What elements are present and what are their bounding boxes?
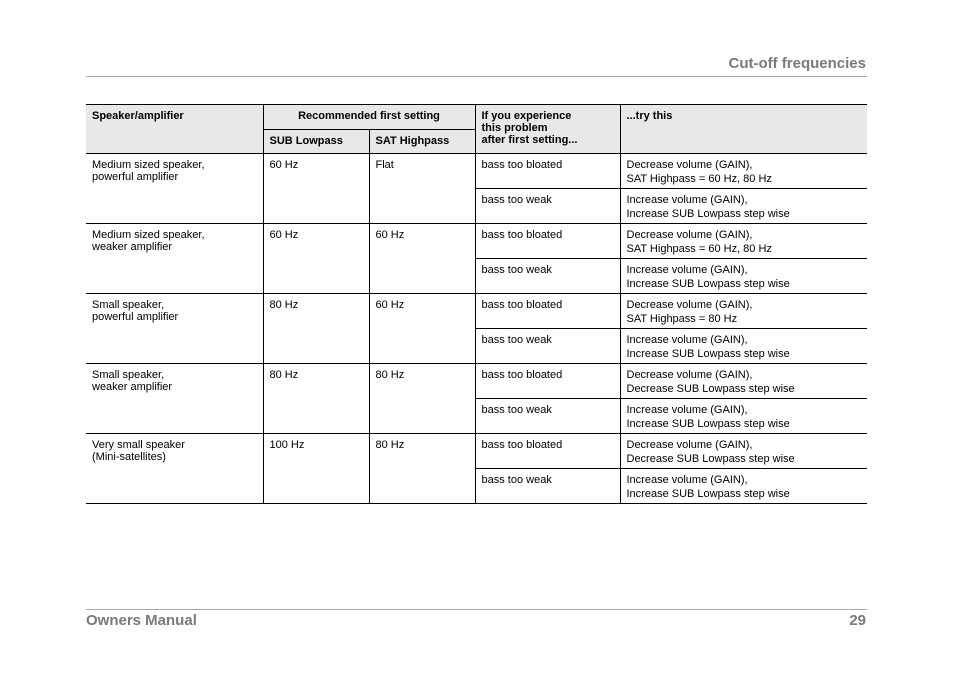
cell-fix-line: Increase SUB Lowpass step wise	[626, 208, 790, 220]
cell-fix-line: Increase SUB Lowpass step wise	[626, 278, 790, 290]
cell-problem: bass too bloated	[475, 224, 620, 259]
cell-fix-line: SAT Highpass = 60 Hz, 80 Hz	[626, 173, 772, 185]
cell-sub-lowpass: 80 Hz	[263, 294, 369, 364]
cell-fix-line: Increase SUB Lowpass step wise	[626, 348, 790, 360]
cell-fix-line: Decrease volume (GAIN),	[626, 159, 753, 171]
cell-fix-line: SAT Highpass = 60 Hz, 80 Hz	[626, 243, 772, 255]
cell-speaker	[86, 294, 263, 364]
header-divider	[86, 76, 867, 77]
cell-speaker-line: Small speaker,	[92, 369, 165, 381]
table-row	[86, 434, 867, 469]
cell-fix-line: Decrease volume (GAIN),	[626, 369, 753, 381]
table-row	[86, 154, 867, 189]
cell-fix-line: Decrease SUB Lowpass step wise	[626, 383, 795, 395]
cell-sat-highpass: 80 Hz	[369, 364, 475, 434]
footer-divider	[86, 609, 867, 610]
cell-fix	[620, 189, 867, 224]
cell-problem: bass too bloated	[475, 154, 620, 189]
header-sat-highpass: SAT Highpass	[369, 130, 475, 154]
cell-fix-line: Increase SUB Lowpass step wise	[626, 418, 790, 430]
cell-speaker-line: Medium sized speaker,	[92, 229, 205, 241]
cell-fix-line: Decrease volume (GAIN),	[626, 439, 753, 451]
cell-fix	[620, 469, 867, 504]
cell-fix-line: Increase volume (GAIN),	[626, 194, 748, 206]
header-experience-line: this problem	[481, 122, 548, 134]
cell-fix	[620, 154, 867, 189]
cell-speaker	[86, 364, 263, 434]
table-body	[86, 154, 867, 504]
cell-speaker-line: powerful amplifier	[92, 171, 179, 183]
cell-sub-lowpass: 60 Hz	[263, 224, 369, 294]
cell-fix	[620, 434, 867, 469]
header-experience-line: after first setting...	[481, 134, 578, 146]
page-number: 29	[849, 612, 866, 629]
cell-fix-line: Increase volume (GAIN),	[626, 264, 748, 276]
cell-problem: bass too weak	[475, 399, 620, 434]
header-sub-lowpass: SUB Lowpass	[263, 130, 369, 154]
cell-sub-lowpass: 80 Hz	[263, 364, 369, 434]
cell-speaker-line: (Mini-satellites)	[92, 451, 166, 463]
cell-sub-lowpass: 60 Hz	[263, 154, 369, 224]
cell-fix-line: Decrease volume (GAIN),	[626, 229, 753, 241]
header-experience-line: If you experience	[481, 110, 572, 122]
cell-speaker-line: Small speaker,	[92, 299, 165, 311]
footer-manual-title: Owners Manual	[86, 612, 197, 629]
header-try: ...try this	[620, 105, 867, 154]
cell-sat-highpass: Flat	[369, 154, 475, 224]
cell-speaker	[86, 154, 263, 224]
cell-fix-line: Increase volume (GAIN),	[626, 334, 748, 346]
cell-speaker-line: powerful amplifier	[92, 311, 179, 323]
cell-problem: bass too weak	[475, 189, 620, 224]
cell-fix	[620, 224, 867, 259]
cell-problem: bass too bloated	[475, 294, 620, 329]
header-recommended: Recommended first setting	[263, 105, 475, 130]
cell-sat-highpass: 60 Hz	[369, 224, 475, 294]
cell-fix-line: Increase volume (GAIN),	[626, 474, 748, 486]
cell-speaker-line: Very small speaker	[92, 439, 185, 451]
cell-problem: bass too bloated	[475, 364, 620, 399]
cell-fix	[620, 364, 867, 399]
cell-problem: bass too weak	[475, 329, 620, 364]
cell-speaker	[86, 224, 263, 294]
cell-problem: bass too weak	[475, 259, 620, 294]
cell-fix-line: Decrease volume (GAIN),	[626, 299, 753, 311]
cell-problem: bass too bloated	[475, 434, 620, 469]
cell-fix-line: Increase SUB Lowpass step wise	[626, 488, 790, 500]
cell-fix	[620, 294, 867, 329]
cell-fix	[620, 399, 867, 434]
cell-fix-line: Decrease SUB Lowpass step wise	[626, 453, 795, 465]
cell-speaker-line: Medium sized speaker,	[92, 159, 205, 171]
header-speaker: Speaker/amplifier	[86, 105, 263, 154]
table-row	[86, 364, 867, 399]
cell-speaker	[86, 434, 263, 504]
cell-problem: bass too weak	[475, 469, 620, 504]
cell-fix	[620, 329, 867, 364]
page-title: Cut-off frequencies	[728, 55, 866, 72]
cell-sat-highpass: 60 Hz	[369, 294, 475, 364]
cell-sub-lowpass: 100 Hz	[263, 434, 369, 504]
header-experience	[475, 105, 620, 154]
cutoff-frequency-table	[86, 104, 867, 504]
table-row	[86, 224, 867, 259]
cell-fix-line: Increase volume (GAIN),	[626, 404, 748, 416]
cell-fix-line: SAT Highpass = 80 Hz	[626, 313, 738, 325]
cell-fix	[620, 259, 867, 294]
cell-speaker-line: weaker amplifier	[92, 381, 173, 393]
cell-sat-highpass: 80 Hz	[369, 434, 475, 504]
cell-speaker-line: weaker amplifier	[92, 241, 173, 253]
table-row	[86, 294, 867, 329]
